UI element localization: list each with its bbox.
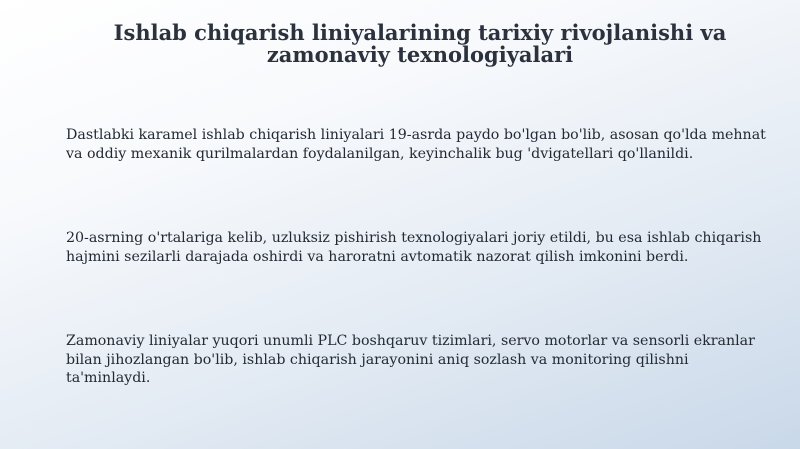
paragraph-modern-lines: Zamonaviy liniyalar yuqori unumli PLC boshqaruv tizimlari, servo motorlar va sensorli ekranlar bilan jihozlangan bo'lib, ishlab chiqarish jarayonini aniq sozlash va monitoring qilishni ta'minlaydi. [66, 333, 755, 386]
slide-title: Ishlab chiqarish liniyalarining tarixiy rivojlanishi va zamonaviy texnologiyalari [113, 20, 727, 67]
paragraph-mid-century: 20-asrning o'rtalariga kelib, uzluksiz pishirish texnologiyalari joriy etildi, bu esa ishlab chiqarish hajmini sezilarli darajada oshirdi va haroratni avtomatik nazorat qilish imkonini berdi. [66, 230, 762, 265]
paragraph-early-lines: Dastlabki karamel ishlab chiqarish liniyalari 19-asrda paydo bo'lgan bo'lib, asosan qo'lda mehnat va oddiy mexanik qurilmalardan foydalanilgan, keyinchalik bug 'dvigatellari qo'llanildi. [66, 127, 766, 162]
